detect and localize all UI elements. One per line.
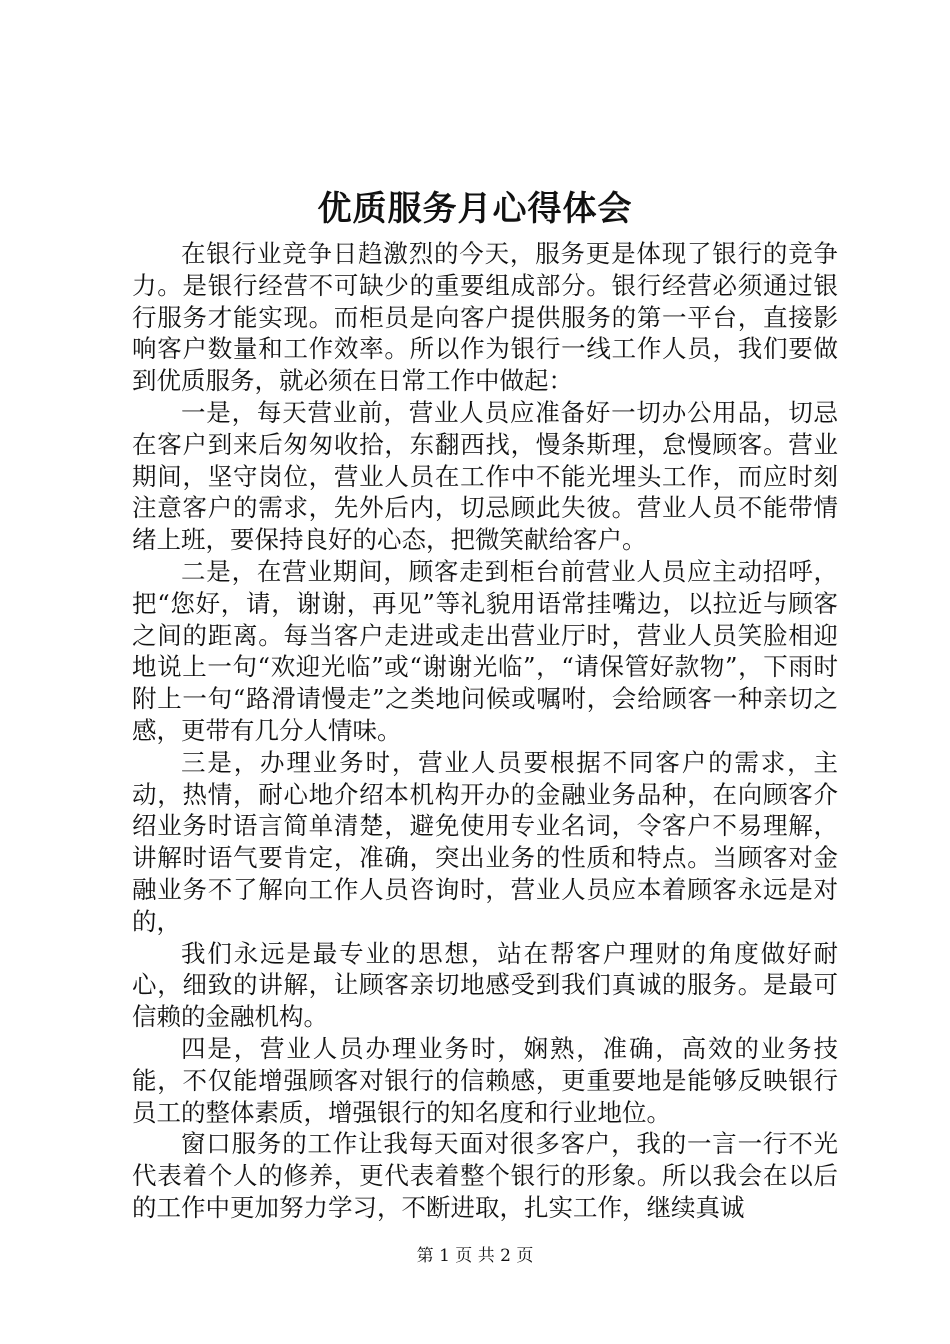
paragraph: 三是，办理业务时，营业人员要根据不同客户的需求，主动，热情，耐心地介绍本机构开办的金融业务品种，在向顾客介绍业务时语言简单清楚，避免使用专业名词，令客户不易理解，讲解时语气要肯定，准确，突出业务的性质和特点。当顾客对金融业务不了解向工作人员咨询时，营业人员应本着顾客永远是对的， (132, 747, 838, 936)
paragraph: 四是，营业人员办理业务时，娴熟，准确，高效的业务技能，不仅能增强顾客对银行的信赖感，更重要地是能够反映银行员工的整体素质，增强银行的知名度和行业地位。 (132, 1033, 838, 1127)
paragraph: 一是，每天营业前，营业人员应准备好一切办公用品，切忌在客户到来后匆匆收拾，东翻西找，慢条斯理，怠慢顾客。营业期间，坚守岗位，营业人员在工作中不能光埋头工作，而应时刻注意客户的需求，先外后内，切忌顾此失彼。营业人员不能带情绪上班，要保持良好的心态，把微笑献给客户。 (132, 397, 838, 555)
page-footer: 第 1 页 共 2 页 (416, 1246, 534, 1266)
paragraph: 二是，在营业期间，顾客走到柜台前营业人员应主动招呼，把“您好，请，谢谢，再见”等礼貌用语常挂嘴边，以拉近与顾客之间的距离。每当客户走进或走出营业厅时，营业人员笑脸相迎地说上一句“欢迎光临”或“谢谢光临”，“请保管好款物”，下雨时附上一句“路滑请慢走”之类地问候或嘱咐，会给顾客一种亲切之感，更带有几分人情味。 (132, 556, 838, 745)
document-body (132, 238, 838, 1224)
paragraph: 在银行业竞争日趋激烈的今天，服务更是体现了银行的竞争力。是银行经营不可缺少的重要组成部分。银行经营必须通过银行服务才能实现。而柜员是向客户提供服务的第一平台，直接影响客户数量和工作效率。所以作为银行一线工作人员，我们要做到优质服务，就必须在日常工作中做起： (132, 239, 838, 396)
paragraph: 我们永远是最专业的思想，站在帮客户理财的角度做好耐心，细致的讲解，让顾客亲切地感受到我们真诚的服务。是最可信赖的金融机构。 (132, 938, 838, 1032)
document-title: 优质服务月心得体会 (317, 189, 633, 229)
paragraph: 窗口服务的工作让我每天面对很多客户，我的一言一行不光代表着个人的修养，更代表着整个银行的形象。所以我会在以后的工作中更加努力学习，不断进取，扎实工作，继续真诚 (132, 1129, 838, 1222)
